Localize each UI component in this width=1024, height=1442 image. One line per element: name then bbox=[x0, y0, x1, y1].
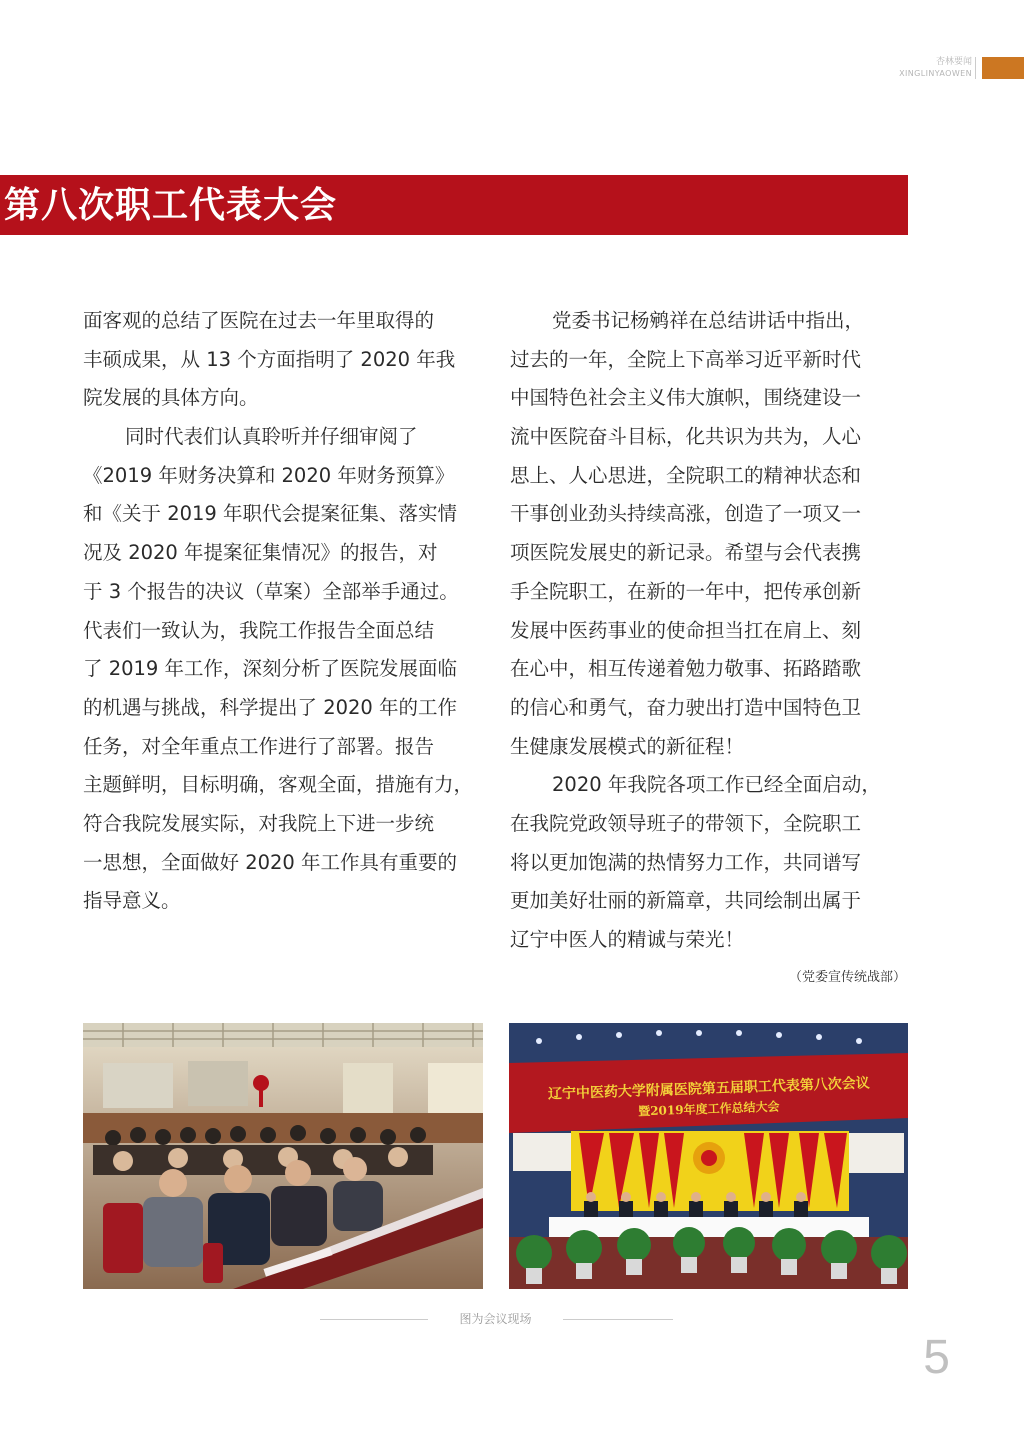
photo-caption: 图为会议现场 bbox=[459, 1312, 532, 1326]
body-line: 2020 年我院各项工作已经全面启动， bbox=[552, 773, 881, 797]
body-line: 和《关于 2019 年职代会提案征集、落实情 bbox=[83, 502, 458, 526]
body-line: 丰硕成果，从 13 个方面指明了 2020 年我 bbox=[83, 347, 456, 371]
photo-audience bbox=[83, 1023, 483, 1289]
audience-photo-illustration bbox=[83, 1023, 483, 1289]
body-line: 院发展的具体方向。 bbox=[83, 386, 259, 410]
header-accent-block bbox=[982, 57, 1024, 79]
stage-photo-illustration bbox=[509, 1023, 908, 1289]
body-line: 流中医院奋斗目标，化共识为共为，人心 bbox=[510, 425, 862, 449]
page-title: 第八次职工代表大会 bbox=[4, 184, 338, 226]
caption-rule-right bbox=[563, 1319, 673, 1320]
body-line: 党委书记杨鹓祥在总结讲话中指出， bbox=[552, 309, 865, 332]
body-line: 的机遇与挑战，科学提出了 2020 年的工作 bbox=[83, 695, 458, 719]
body-line: 在心中，相互传递着勉力敬事、拓路踏歌 bbox=[510, 657, 862, 681]
body-line: 同时代表们认真聆听并仔细审阅了 bbox=[125, 425, 418, 449]
body-line: 符合我院发展实际，对我院上下进一步统 bbox=[83, 811, 435, 835]
body-column-left bbox=[83, 302, 483, 921]
section-name-en: XINGLINYAOWEN bbox=[899, 69, 972, 78]
body-column-right bbox=[510, 302, 910, 960]
body-line: 《2019 年财务决算和 2020 年财务预算》 bbox=[83, 463, 455, 487]
body-line: 辽宁中医人的精诚与荣光！ bbox=[510, 928, 745, 951]
body-line: 项医院发展史的新记录。希望与会代表携 bbox=[510, 541, 862, 565]
body-line: 指导意义。 bbox=[83, 889, 181, 913]
body-line: 的信心和勇气，奋力驶出打造中国特色卫 bbox=[510, 695, 862, 719]
body-line: 于 3 个报告的决议（草案）全部举手通过。 bbox=[83, 579, 459, 603]
body-line: 更加美好壮丽的新篇章，共同绘制出属于 bbox=[510, 889, 862, 913]
body-line: 干事创业劲头持续高涨，创造了一项又一 bbox=[510, 502, 862, 526]
body-line: 中国特色社会主义伟大旗帜，围绕建设一 bbox=[510, 386, 862, 410]
page-number: 5 bbox=[923, 1331, 950, 1384]
body-line: 手全院职工，在新的一年中，把传承创新 bbox=[510, 579, 862, 603]
body-line: 了 2019 年工作，深刻分析了医院发展面临 bbox=[83, 657, 458, 681]
photo-stage bbox=[509, 1023, 908, 1289]
body-line: 一思想，全面做好 2020 年工作具有重要的 bbox=[83, 850, 458, 874]
body-line: 面客观的总结了医院在过去一年里取得的 bbox=[83, 309, 435, 332]
title-banner bbox=[0, 175, 908, 235]
attribution: （党委宣传统战部） bbox=[788, 970, 906, 985]
body-line: 任务，对全年重点工作进行了部署。报告 bbox=[83, 734, 435, 758]
stage-banner-line1: 辽宁中医药大学附属医院第五届职工代表第八次会议 bbox=[547, 1075, 871, 1103]
body-line: 思上、人心思进，全院职工的精神状态和 bbox=[510, 463, 862, 487]
section-name: 杏林要闻 bbox=[935, 57, 972, 67]
body-line: 况及 2020 年提案征集情况》的报告，对 bbox=[83, 541, 438, 565]
body-line: 过去的一年，全院上下高举习近平新时代 bbox=[510, 347, 862, 371]
body-line: 在我院党政领导班子的带领下，全院职工 bbox=[510, 811, 862, 835]
header-divider bbox=[975, 57, 976, 79]
body-line: 发展中医药事业的使命担当扛在肩上、刻 bbox=[510, 618, 862, 642]
body-line: 代表们一致认为，我院工作报告全面总结 bbox=[83, 618, 435, 642]
caption-rule-left bbox=[320, 1319, 428, 1320]
stage-banner-line2: 暨2019年度工作总结大会 bbox=[637, 1099, 780, 1119]
body-line: 生健康发展模式的新征程！ bbox=[510, 734, 745, 758]
body-line: 主题鲜明，目标明确，客观全面，措施有力， bbox=[83, 773, 474, 797]
body-line: 将以更加饱满的热情努力工作，共同谱写 bbox=[510, 850, 862, 874]
